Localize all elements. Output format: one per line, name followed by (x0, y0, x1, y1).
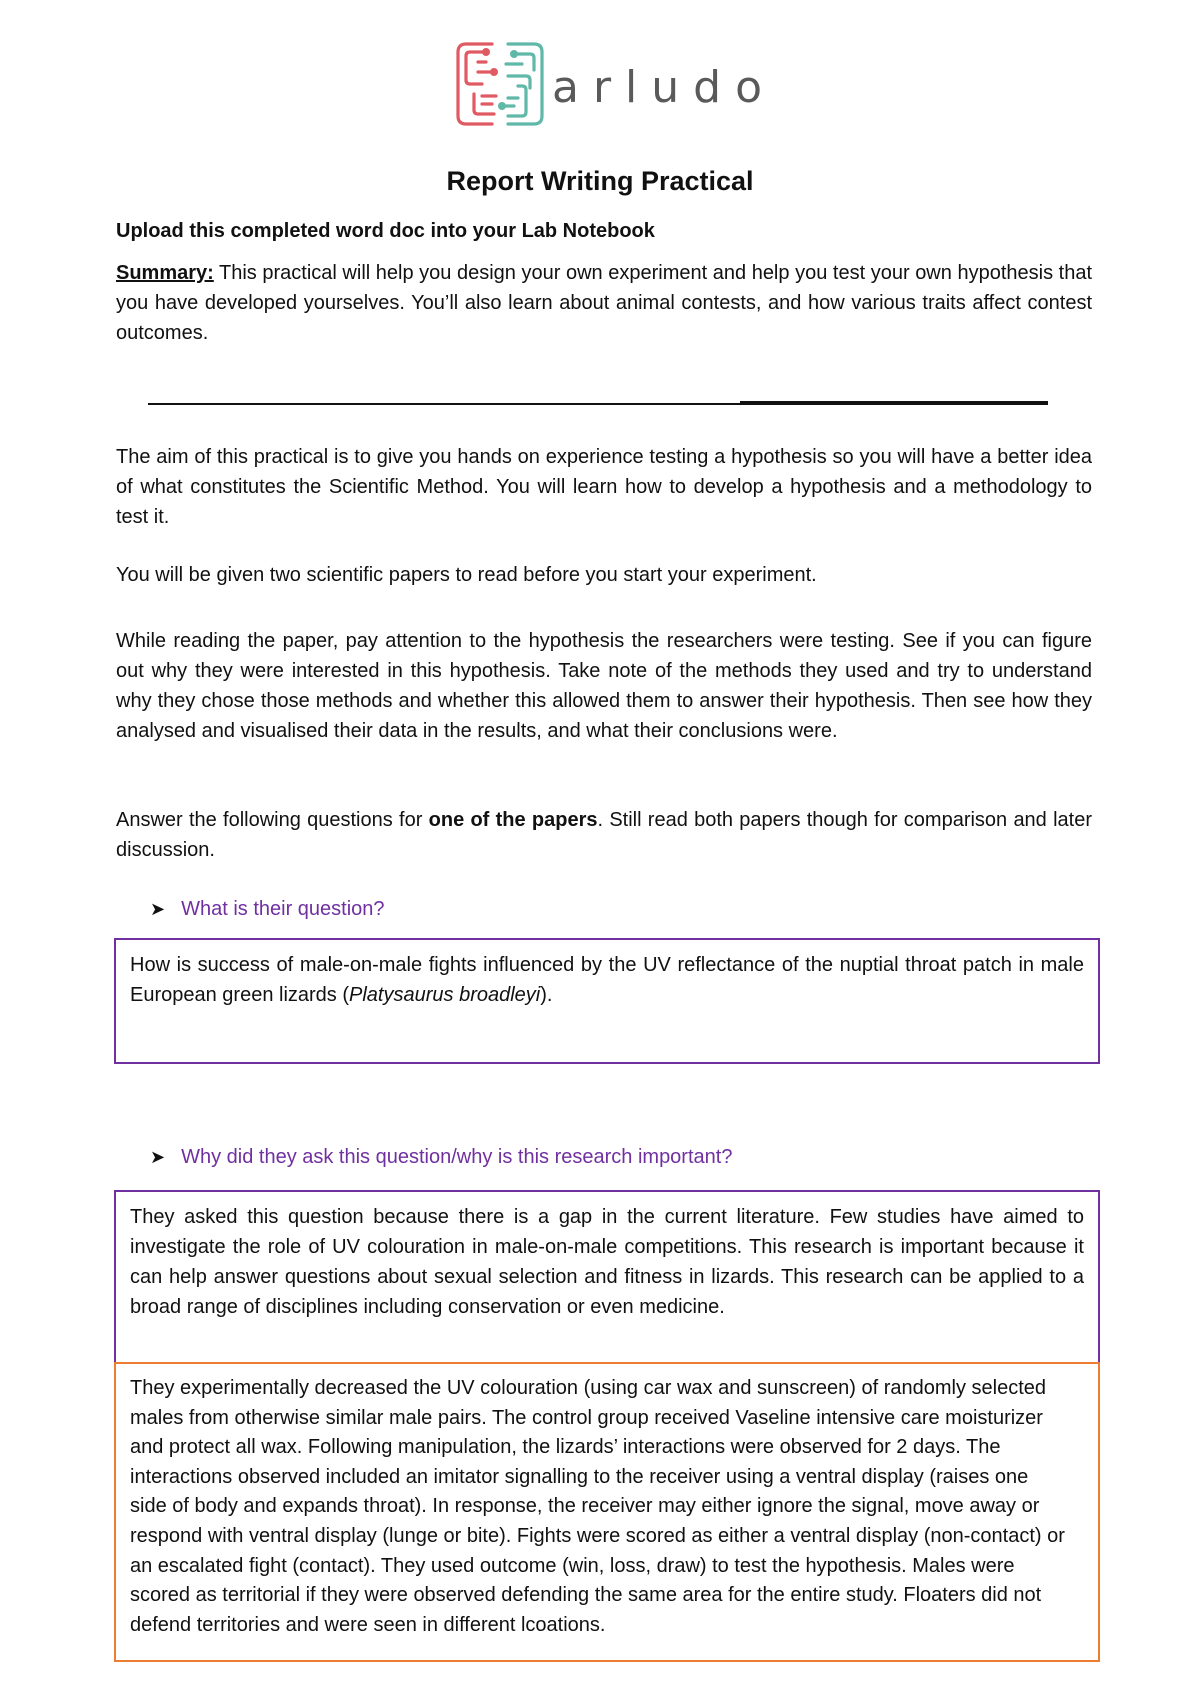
methods-answer-text: They experimentally decreased the UV colouration (using car wax and sunscreen) of randomly selected males from otherwise similar male pairs. The control group received Vaseline intensive care moisturizer and protect all wax. Following manipulation, the lizards’ interactions were observed for 2 days. The interactions observed included an imitator signalling to the receiver using a ventral display (raises one side of body and expands throat). In response, the receiver may either ignore the signal, move away or respond with ventral display (lunge or bite). Fights were scored as either a ventral display (non-contact) or an escalated fight (contact). They used outcome (win, loss, draw) to test the hypothesis. Males were scored as territorial if they were observed defending the same area for the entire study. Floaters did not defend territories and were seen in different lcoations. (130, 1377, 1065, 1636)
arrow-bullet-icon: ➤ (150, 899, 166, 919)
divider-line (148, 403, 1048, 405)
answer-1-text-end: ). (540, 984, 553, 1006)
question-1-label: What is their question? (181, 898, 385, 920)
answer-text-before: Answer the following questions for (116, 809, 429, 831)
methods-answer-box[interactable] (114, 1362, 1100, 1662)
answer-1-text: How is success of male-on-male fights influenced by the UV reflectance of the nuptial throat patch in male European green lizards ( (130, 954, 1084, 1006)
answer-box-2[interactable]: They asked this question because there is a gap in the current literature. Few studies have aimed to investigate the role of UV colouration in male-on-male competitions. This research is important because it can help answer questions about sexual selection and fitness in lizards. This research can be applied to a broad range of disciplines including conservation or even medicine. (114, 1190, 1100, 1362)
summary-label: Summary: (116, 262, 214, 284)
circuit-s-logo-icon (452, 36, 548, 132)
answer-text-after: . Still read both papers though for comparison and later discussion. (116, 809, 1092, 861)
question-2-label: Why did they ask this question/why is this research important? (181, 1146, 733, 1168)
summary-text: This practical will help you design your own experiment and help you test your own hypothesis that you have developed yourselves. You’ll also learn about animal contests, and how various traits affect contest outcomes. (116, 262, 1092, 344)
page-title: Report Writing Practical (446, 166, 754, 196)
papers-given-paragraph: You will be given two scientific papers to read before you start your experiment. (116, 564, 817, 586)
divider-line-segment (740, 401, 1048, 403)
logo-wordmark: arludo (552, 61, 777, 113)
arludo-logo (452, 34, 776, 134)
arrow-bullet-icon: ➤ (150, 1147, 166, 1167)
species-name: Platysaurus broadleyi (349, 984, 541, 1006)
question-2 (150, 1146, 732, 1169)
upload-instruction: Upload this completed word doc into your Lab Notebook (116, 220, 655, 242)
aim-paragraph: The aim of this practical is to give you hands on experience testing a hypothesis so you will have a better idea of what constitutes the Scientific Method. You will learn how to develop a hypothesis and a methodology to test it. (116, 446, 1092, 528)
answer-box-1[interactable] (114, 938, 1100, 1064)
reading-instructions-paragraph: While reading the paper, pay attention to the hypothesis the researchers were testing. See if you can figure out why they were interested in this hypothesis. Take note of the methods they used and try to understand why they chose those methods and whether this allowed them to answer their hypothesis. Then see how they analysed and visualised their data in the results, and what their conclusions were. (116, 630, 1092, 742)
answer-instructions-paragraph (116, 805, 1092, 865)
question-1 (150, 898, 385, 921)
summary-paragraph (116, 258, 1092, 348)
answer-text-bold: one of the papers (428, 809, 598, 831)
